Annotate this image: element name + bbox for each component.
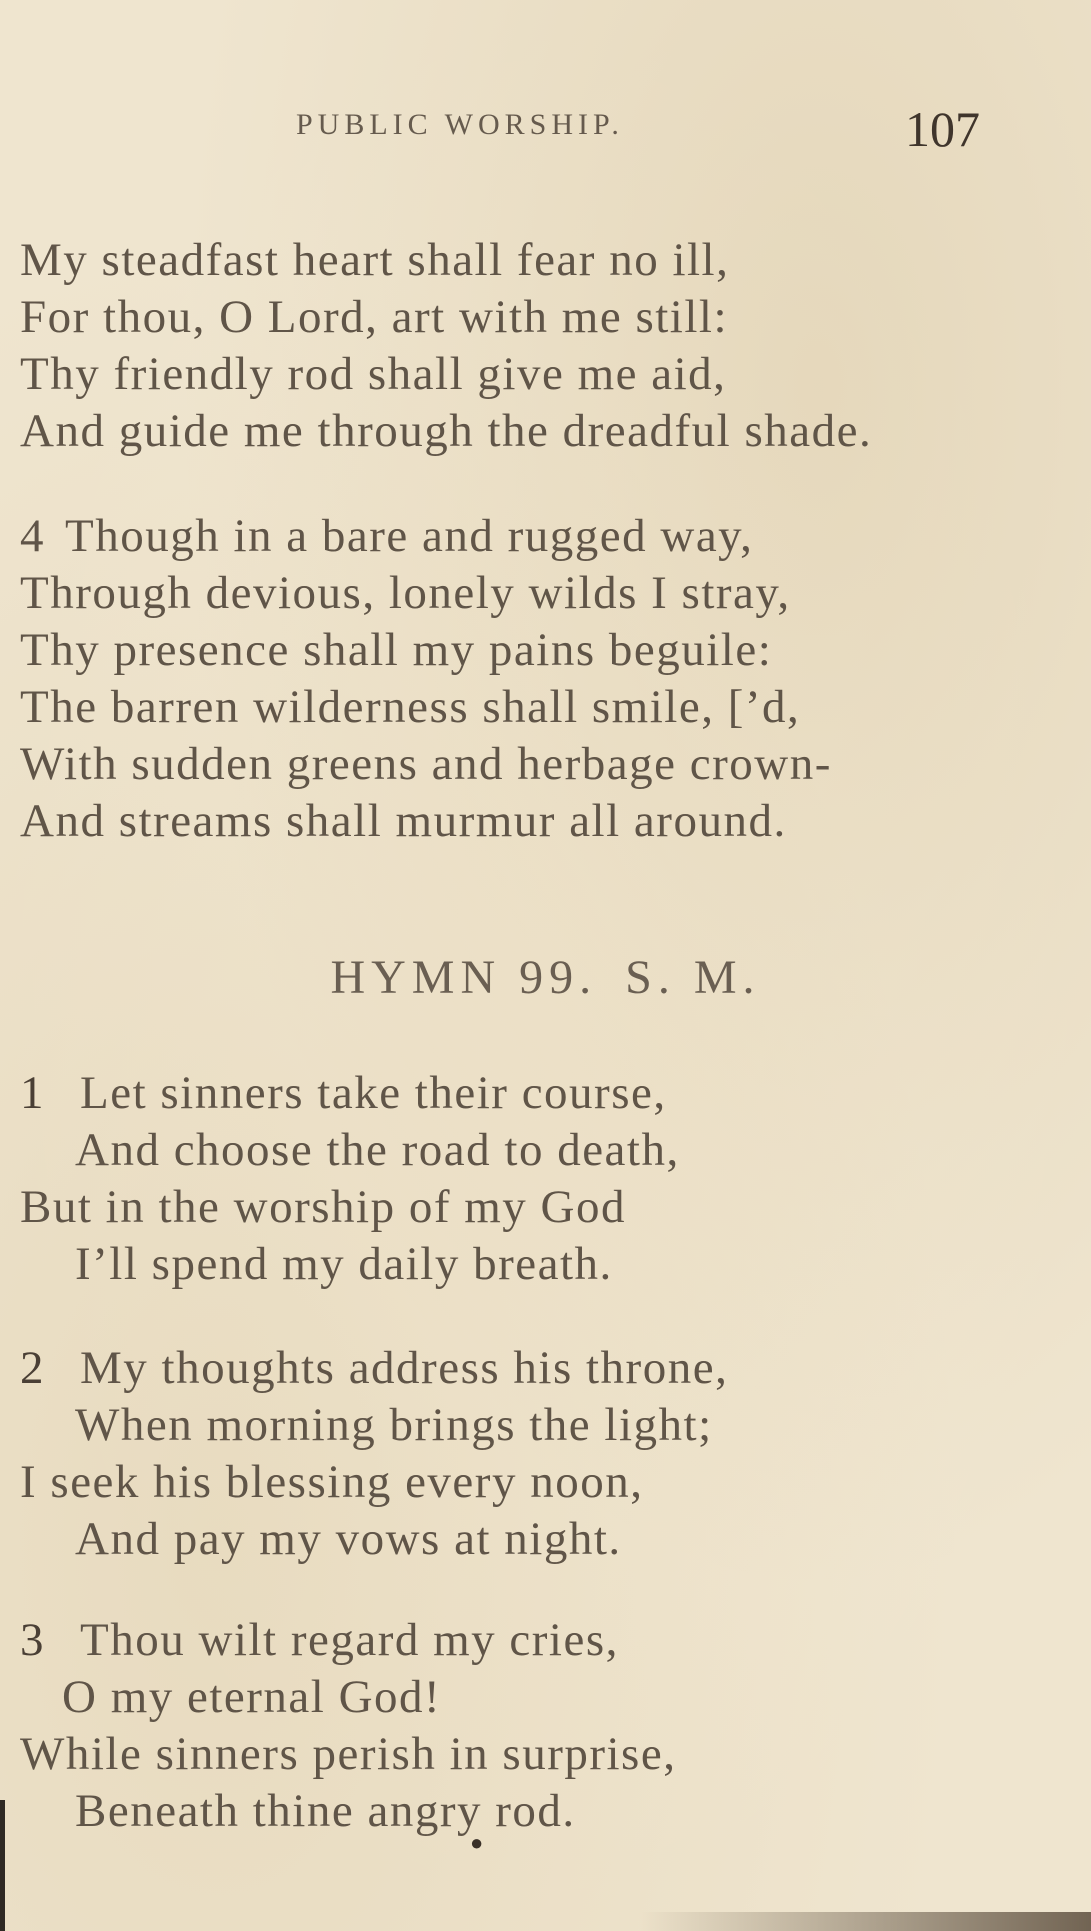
verse-line: And streams shall murmur all around. [20,795,787,847]
verse-line-text: Thou wilt regard my cries, [80,1614,619,1666]
hymn-title [0,950,1091,1005]
verse-line-first [20,1065,1080,1122]
stanza-4 [20,508,1080,850]
page-header [0,100,1091,160]
verse-line: The barren wilderness shall smile, [’d, [20,681,801,733]
verse-line: I’ll spend my daily breath. [75,1238,613,1290]
verse-line: Thy friendly rod shall give me aid, [20,348,727,400]
verse-line: My steadfast heart shall fear no ill, [20,234,730,286]
verse-line: While sinners perish in surprise, [20,1728,677,1780]
verse-line: For thou, O Lord, art with me still: [20,291,729,343]
hymn-number: HYMN 99. [330,951,598,1004]
verse-line: Thy presence shall my pains beguile: [20,624,773,676]
verse-number: 1 [20,1067,45,1119]
page-edge-shadow [0,1800,5,1931]
hymn-verse-3 [20,1612,1080,1840]
hymn-verse-2 [20,1340,1080,1568]
running-head: PUBLIC WORSHIP. [296,108,624,141]
verse-line: When morning brings the light; [75,1399,713,1451]
verse-line: O my eternal God! [62,1671,442,1723]
verse-line: Beneath thine angry rod. [75,1785,576,1837]
verse-line-text: My thoughts address his throne, [80,1342,729,1394]
stanza-continued [20,232,1080,460]
verse-line: And pay my vows at night. [75,1513,622,1565]
verse-line: And choose the road to death, [75,1124,680,1176]
verse-line: I seek his blessing every noon, [20,1456,644,1508]
verse-line: And guide me through the dreadful shade. [20,405,873,457]
hymn-verse-1 [20,1065,1080,1293]
verse-number: 4 [20,510,45,562]
verse-line: With sudden greens and herbage crown- [20,738,832,790]
verse-line: Through devious, lonely wilds I stray, [20,567,791,619]
verse-line: But in the worship of my God [20,1181,626,1233]
verse-line-first [20,1612,1080,1669]
ink-dot-ornament: ● [470,1830,484,1855]
verse-line-text: Though in a bare and rugged way, [65,510,754,562]
verse-number: 2 [20,1342,45,1394]
verse-line-text: Let sinners take their course, [80,1067,667,1119]
verse-line-first [20,508,1080,565]
hymn-meter: S. M. [625,951,761,1004]
page-number: 107 [905,101,980,157]
verse-line-first [20,1340,1080,1397]
page-bottom-shadow [640,1912,1091,1931]
verse-number: 3 [20,1614,45,1666]
